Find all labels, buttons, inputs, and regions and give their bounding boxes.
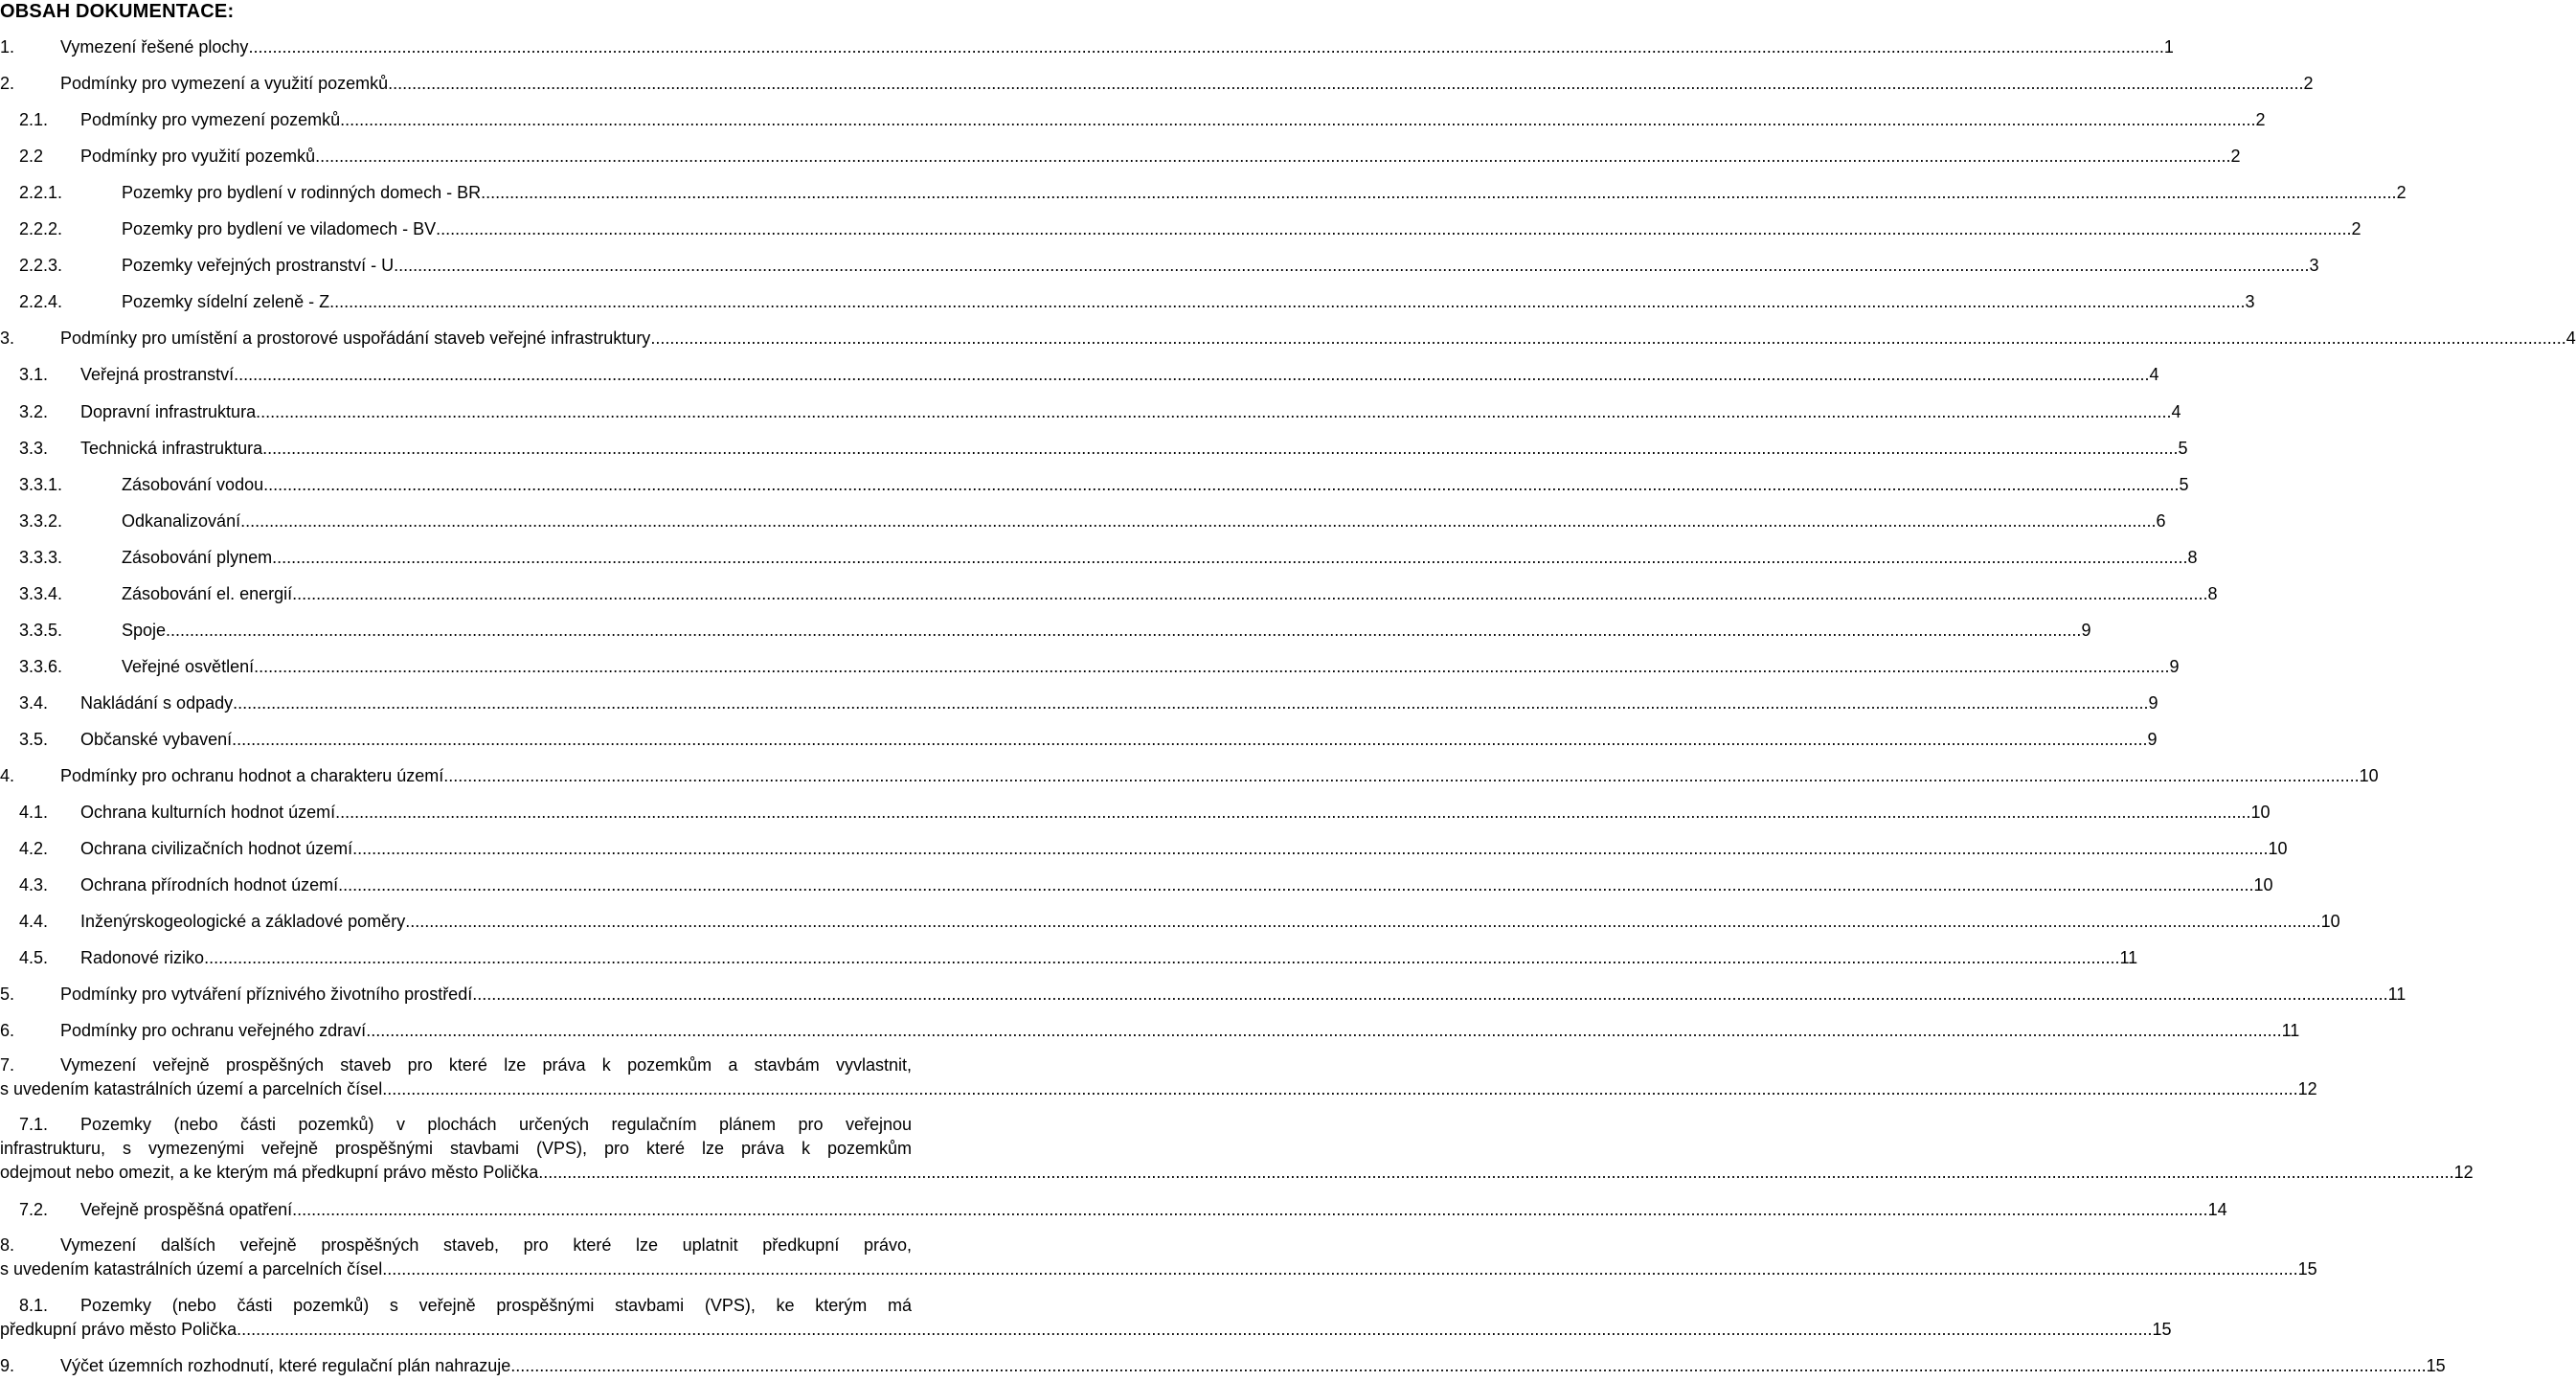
toc-entry-title: Radonové riziko (80, 948, 205, 967)
toc-entry[interactable] (0, 217, 2361, 240)
toc-entry[interactable] (0, 437, 2188, 460)
toc-entry-title-line: Pozemky (nebo části pozemků) s veřejně prospěšnými stavbami (VPS), ke kterým má (80, 1296, 912, 1315)
toc-entry-page: 2 (2303, 74, 2314, 93)
toc-entry-page: 4 (2171, 402, 2181, 421)
toc-entry-title: Veřejné osvětlení (122, 657, 255, 676)
toc-entry-number: 3.2. (19, 402, 49, 421)
toc-entry-number: 3.3.4. (19, 584, 63, 603)
toc-entry-page: 11 (2387, 985, 2407, 1004)
toc-entry[interactable] (0, 290, 2255, 313)
dot-leader: ................................................................................................................................................................................................................................................................................................................................................................................................................ (262, 439, 2179, 458)
toc-entry[interactable] (0, 619, 2091, 642)
dot-leader: ................................................................................................................................................................................................................................................................................................................................................................................................................ (382, 1259, 2298, 1279)
dot-leader: ................................................................................................................................................................................................................................................................................................................................................................................................................ (204, 948, 2120, 967)
dot-leader: ................................................................................................................................................................................................................................................................................................................................................................................................................ (443, 766, 2360, 785)
toc-entry-title: s uvedením katastrálních území a parcelních čísel (0, 1259, 383, 1279)
toc-entry-number: 7.2. (19, 1200, 49, 1219)
toc-entry-page: 2 (2230, 147, 2241, 166)
toc-entry[interactable] (0, 509, 2166, 532)
dot-leader: ................................................................................................................................................................................................................................................................................................................................................................................................................ (315, 147, 2231, 166)
toc-entry-page: 9 (2148, 693, 2158, 713)
dot-leader: ................................................................................................................................................................................................................................................................................................................................................................................................................ (340, 110, 2256, 129)
toc-entry-number: 3.3.2. (19, 511, 63, 531)
toc-entry-title: Zásobování el. energií (122, 584, 293, 603)
toc-entry-title: Veřejně prospěšná opatření (80, 1200, 293, 1219)
toc-entry-multiline[interactable] (0, 1053, 2317, 1101)
toc-entry-number: 3.3.5. (19, 621, 63, 640)
toc-entry-page: 8 (2207, 584, 2218, 603)
toc-entry-number: 4. (0, 766, 15, 785)
toc-entry[interactable] (0, 764, 2379, 787)
dot-leader: ................................................................................................................................................................................................................................................................................................................................................................................................................ (256, 402, 2172, 421)
toc-entry-multiline[interactable] (0, 1234, 2317, 1281)
toc-entry-title: Podmínky pro vymezení pozemků (80, 110, 341, 129)
toc-entry-page: 11 (2281, 1021, 2300, 1040)
toc-entry[interactable] (0, 363, 2159, 386)
toc-heading: OBSAH DOKUMENTACE: (0, 1, 235, 22)
toc-entry-page: 9 (2169, 657, 2180, 676)
toc-entry-number: 2.2.1. (19, 183, 63, 202)
dot-leader: ................................................................................................................................................................................................................................................................................................................................................................................................................ (382, 1079, 2298, 1098)
dot-leader: ................................................................................................................................................................................................................................................................................................................................................................................................................ (233, 693, 2149, 713)
toc-entry-multiline[interactable] (0, 1354, 2446, 1378)
dot-leader: ................................................................................................................................................................................................................................................................................................................................................................................................................ (394, 256, 2310, 275)
dot-leader: ................................................................................................................................................................................................................................................................................................................................................................................................................ (292, 1200, 2208, 1219)
toc-entry[interactable] (0, 108, 2266, 131)
toc-entry-number: 7. (0, 1055, 15, 1075)
toc-entry[interactable] (0, 181, 2407, 204)
toc-entry[interactable] (0, 801, 2271, 824)
dot-leader: ................................................................................................................................................................................................................................................................................................................................................................................................................ (272, 548, 2188, 567)
toc-entry-multiline[interactable] (0, 1198, 2227, 1222)
toc-entry[interactable] (0, 35, 2174, 58)
toc-entry-title-line: Vymezení dalších veřejně prospěšných staveb, pro které lze uplatnit předkupní právo, (60, 1235, 912, 1255)
toc-entry-page: 10 (2268, 839, 2288, 858)
toc-entry-title: Podmínky pro vytváření příznivého životního prostředí (60, 985, 473, 1004)
toc-entry[interactable] (0, 546, 2198, 569)
toc-entry-page: 5 (2178, 439, 2188, 458)
dot-leader: ................................................................................................................................................................................................................................................................................................................................................................................................................ (254, 657, 2170, 676)
toc-entry-title: Pozemky pro bydlení v rodinných domech - BR (122, 183, 482, 202)
toc-entry-number: 3.3.3. (19, 548, 63, 567)
toc-entry-multiline[interactable] (0, 1113, 2474, 1185)
toc-entry-number: 2.2.4. (19, 292, 63, 311)
toc-entry-number: 3.5. (19, 730, 49, 749)
dot-leader: ................................................................................................................................................................................................................................................................................................................................................................................................................ (405, 912, 2321, 931)
toc-entry-title: Vymezení řešené plochy (60, 37, 249, 57)
toc-entry-number: 7.1. (19, 1115, 49, 1134)
toc-entry-page: 3 (2309, 256, 2319, 275)
toc-entry[interactable] (0, 1019, 2300, 1042)
toc-entry-page: 2 (2396, 183, 2407, 202)
toc-entry-number: 3.1. (19, 365, 49, 384)
dot-leader: ................................................................................................................................................................................................................................................................................................................................................................................................................ (472, 985, 2388, 1004)
dot-leader: ................................................................................................................................................................................................................................................................................................................................................................................................................ (436, 219, 2352, 238)
toc-entry-number: 8. (0, 1235, 15, 1255)
toc-entry-title: předkupní právo město Polička (0, 1320, 237, 1339)
toc-entry-title: Zásobování vodou (122, 475, 264, 494)
toc-entry[interactable] (0, 691, 2158, 714)
toc-entry-title: Podmínky pro ochranu veřejného zdraví (60, 1021, 367, 1040)
dot-leader: ................................................................................................................................................................................................................................................................................................................................................................................................................ (292, 584, 2208, 603)
toc-entry-title-line: Vymezení veřejně prospěšných staveb pro které lze práva k pozemkům a stavbám vyvlastnit, (60, 1055, 912, 1075)
toc-entry-number: 5. (0, 985, 15, 1004)
dot-leader: ................................................................................................................................................................................................................................................................................................................................................................................................................ (650, 328, 2566, 348)
toc-entry-title: Zásobování plynem (122, 548, 273, 567)
dot-leader: ................................................................................................................................................................................................................................................................................................................................................................................................................ (538, 1163, 2454, 1182)
dot-leader: ................................................................................................................................................................................................................................................................................................................................................................................................................ (240, 511, 2157, 531)
toc-entry-title: Podmínky pro vymezení a využití pozemků (60, 74, 389, 93)
toc-entry-number: 2. (0, 74, 15, 93)
toc-entry-number: 4.5. (19, 948, 49, 967)
toc-entry-page: 15 (2297, 1259, 2317, 1279)
toc-entry[interactable] (0, 983, 2407, 1006)
toc-entry[interactable] (0, 946, 2138, 969)
toc-entry-page: 2 (2255, 110, 2266, 129)
toc-entry-page: 11 (2119, 948, 2138, 967)
dot-leader: ................................................................................................................................................................................................................................................................................................................................................................................................................ (338, 875, 2254, 894)
toc-entry-page: 15 (2152, 1320, 2172, 1339)
dot-leader: ................................................................................................................................................................................................................................................................................................................................................................................................................ (388, 74, 2304, 93)
dot-leader: ................................................................................................................................................................................................................................................................................................................................................................................................................ (366, 1021, 2282, 1040)
toc-entry-title: Ochrana přírodních hodnot území (80, 875, 339, 894)
toc-entry-title: Pozemky sídelní zeleně - Z (122, 292, 330, 311)
toc-entry-title: Podmínky pro ochranu hodnot a charakteru území (60, 766, 444, 785)
toc-entry-page: 5 (2179, 475, 2189, 494)
toc-entry-number: 2.2 (19, 147, 44, 166)
toc-entry-title: Veřejná prostranství (80, 365, 235, 384)
toc-entry-title: Inženýrskogeologické a základové poměry (80, 912, 406, 931)
toc-entry[interactable] (0, 400, 2181, 423)
toc-entry-title: Pozemky veřejných prostranství - U (122, 256, 395, 275)
dot-leader: ................................................................................................................................................................................................................................................................................................................................................................................................................ (510, 1356, 2427, 1375)
toc-entry-page: 15 (2426, 1356, 2446, 1375)
toc-entry-title: Dopravní infrastruktura (80, 402, 257, 421)
toc-entry-title: Ochrana kulturních hodnot území (80, 803, 336, 822)
toc-entry[interactable] (0, 254, 2319, 277)
toc-entry-number: 2.1. (19, 110, 49, 129)
toc-entry-number: 3.4. (19, 693, 49, 713)
toc-entry[interactable] (0, 873, 2273, 896)
toc-entry-page: 3 (2245, 292, 2255, 311)
toc-entry-title: Spoje (122, 621, 167, 640)
toc-entry-title: s uvedením katastrálních území a parcelních čísel (0, 1079, 383, 1098)
toc-entry-number: 9. (0, 1356, 15, 1375)
toc-entry-page: 10 (2253, 875, 2273, 894)
toc-entry-page: 2 (2351, 219, 2361, 238)
dot-leader: ................................................................................................................................................................................................................................................................................................................................................................................................................ (329, 292, 2246, 311)
toc-entry-title: Podmínky pro umístění a prostorové uspořádání staveb veřejné infrastruktury (60, 328, 651, 348)
toc-entry-number: 8.1. (19, 1296, 49, 1315)
toc-entry-page: 8 (2187, 548, 2198, 567)
toc-entry-number: 2.2.3. (19, 256, 63, 275)
toc-entry-page: 10 (2359, 766, 2379, 785)
dot-leader: ................................................................................................................................................................................................................................................................................................................................................................................................................ (237, 1320, 2153, 1339)
toc-entry-number: 3.3.6. (19, 657, 63, 676)
toc-entry-page: 10 (2320, 912, 2340, 931)
toc-entry-title: Pozemky pro bydlení ve viladomech - BV (122, 219, 437, 238)
toc-entry-title: Ochrana civilizačních hodnot území (80, 839, 353, 858)
dot-leader: ................................................................................................................................................................................................................................................................................................................................................................................................................ (263, 475, 2180, 494)
toc-entry-page: 14 (2207, 1200, 2227, 1219)
toc-entry-title: Výčet územních rozhodnutí, které regulační plán nahrazuje (60, 1356, 511, 1375)
toc-entry-number: 4.1. (19, 803, 49, 822)
toc-entry-page: 9 (2081, 621, 2091, 640)
toc-entry-title-line: infrastrukturu, s vymezenými veřejně prospěšnými stavbami (VPS), pro které lze práva k pozemkům (0, 1139, 912, 1158)
dot-leader: ................................................................................................................................................................................................................................................................................................................................................................................................................ (166, 621, 2082, 640)
toc-entry-number: 4.3. (19, 875, 49, 894)
toc-entry-title: Podmínky pro využití pozemků (80, 147, 316, 166)
toc-entry-page: 12 (2297, 1079, 2317, 1098)
dot-leader: ................................................................................................................................................................................................................................................................................................................................................................................................................ (335, 803, 2251, 822)
toc-entry-title-line: Pozemky (nebo části pozemků) v plochách určených regulačním plánem pro veřejnou (80, 1115, 912, 1134)
toc-entry[interactable] (0, 728, 2158, 751)
toc-entry-page: 4 (2565, 328, 2576, 348)
dot-leader: ................................................................................................................................................................................................................................................................................................................................................................................................................ (232, 730, 2148, 749)
toc-entry[interactable] (0, 145, 2241, 168)
toc-entry-title: Občanské vybavení (80, 730, 233, 749)
toc-entry[interactable] (0, 655, 2180, 678)
toc-entry-title: Technická infrastruktura (80, 439, 263, 458)
toc-entry-number: 3.3. (19, 439, 49, 458)
toc-entry-title: odejmout nebo omezit, a ke kterým má předkupní právo město Polička (0, 1163, 539, 1182)
toc-entry[interactable] (0, 582, 2218, 605)
dot-leader: ................................................................................................................................................................................................................................................................................................................................................................................................................ (352, 839, 2269, 858)
dot-leader: ................................................................................................................................................................................................................................................................................................................................................................................................................ (481, 183, 2397, 202)
toc-entry-page: 9 (2147, 730, 2158, 749)
toc-entry[interactable] (0, 327, 2576, 350)
toc-entry-page: 12 (2453, 1163, 2474, 1182)
toc-entry-number: 2.2.2. (19, 219, 63, 238)
toc-entry-number: 3. (0, 328, 15, 348)
toc-entry-number: 6. (0, 1021, 15, 1040)
toc-entry-multiline[interactable] (0, 1294, 2172, 1342)
toc-entry[interactable] (0, 910, 2340, 933)
toc-entry-number: 4.2. (19, 839, 49, 858)
toc-entry[interactable] (0, 473, 2189, 496)
toc-entry-number: 4.4. (19, 912, 49, 931)
toc-entry-title: Nakládání s odpady (80, 693, 234, 713)
toc-entry-page: 4 (2149, 365, 2159, 384)
toc-entry-title: Odkanalizování (122, 511, 241, 531)
toc-entry-page: 1 (2163, 37, 2174, 57)
dot-leader: ................................................................................................................................................................................................................................................................................................................................................................................................................ (234, 365, 2150, 384)
dot-leader: ................................................................................................................................................................................................................................................................................................................................................................................................................ (248, 37, 2164, 57)
toc-entry-number: 3.3.1. (19, 475, 63, 494)
toc-entry-number: 1. (0, 37, 15, 57)
toc-entry-page: 10 (2250, 803, 2271, 822)
toc-entry[interactable] (0, 72, 2314, 95)
toc-entry[interactable] (0, 837, 2288, 860)
toc-entry-page: 6 (2156, 511, 2166, 531)
